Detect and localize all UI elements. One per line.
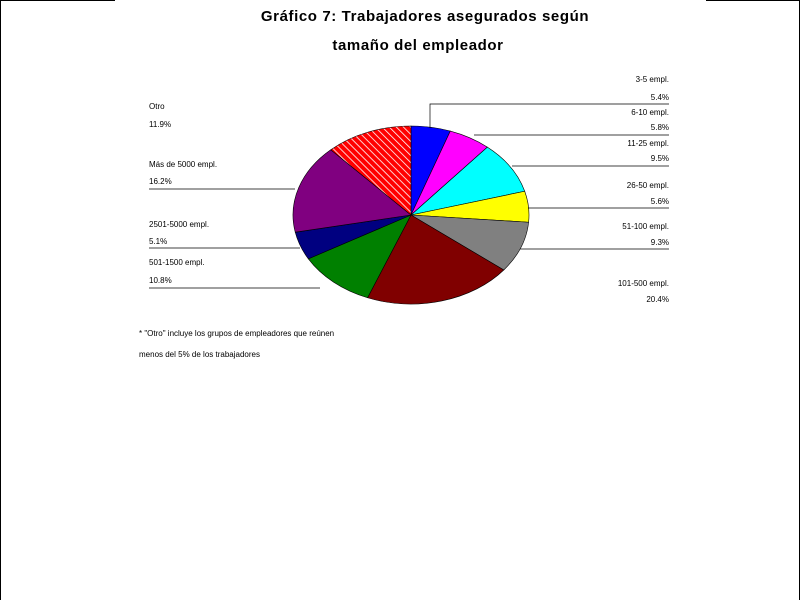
slice-value-label-9: 11.9%: [149, 120, 172, 129]
slice-label-8: Más de 5000 empl.: [149, 160, 218, 169]
slice-value-label-0: 5.4%: [650, 93, 669, 102]
slice-value-label-7: 5.1%: [149, 237, 168, 246]
slice-label-5: 101-500 empl.: [617, 279, 669, 288]
chart-title-line2: tamaño del empleador: [332, 37, 504, 54]
slice-value-label-4: 9.3%: [650, 238, 669, 247]
slice-label-9: Otro: [149, 102, 165, 111]
slice-label-2: 11-25 empl.: [627, 139, 669, 148]
slice-label-7: 2501-5000 empl.: [149, 220, 210, 229]
slice-label-4: 51-100 empl.: [622, 222, 669, 231]
slice-label-3: 26-50 empl.: [626, 181, 669, 190]
footnote-line1: * "Otro" incluye los grupos de empleadores que reúnen: [139, 329, 335, 338]
slice-value-label-8: 16.2%: [149, 177, 172, 186]
slice-label-0: 3-5 empl.: [635, 75, 669, 84]
slice-value-label-2: 9.5%: [650, 154, 669, 163]
slice-value-label-5: 20.4%: [646, 295, 669, 304]
slice-value-label-6: 10.8%: [149, 276, 172, 285]
slice-label-1: 6-10 empl.: [631, 108, 669, 117]
chart-title-line1: Gráfico 7: Trabajadores asegurados según: [260, 8, 590, 25]
footnote-line2: menos del 5% de los trabajadores: [139, 350, 260, 359]
slice-label-6: 501-1500 empl.: [149, 258, 205, 267]
slice-value-label-3: 5.6%: [650, 197, 669, 206]
slice-value-label-1: 5.8%: [650, 123, 669, 132]
